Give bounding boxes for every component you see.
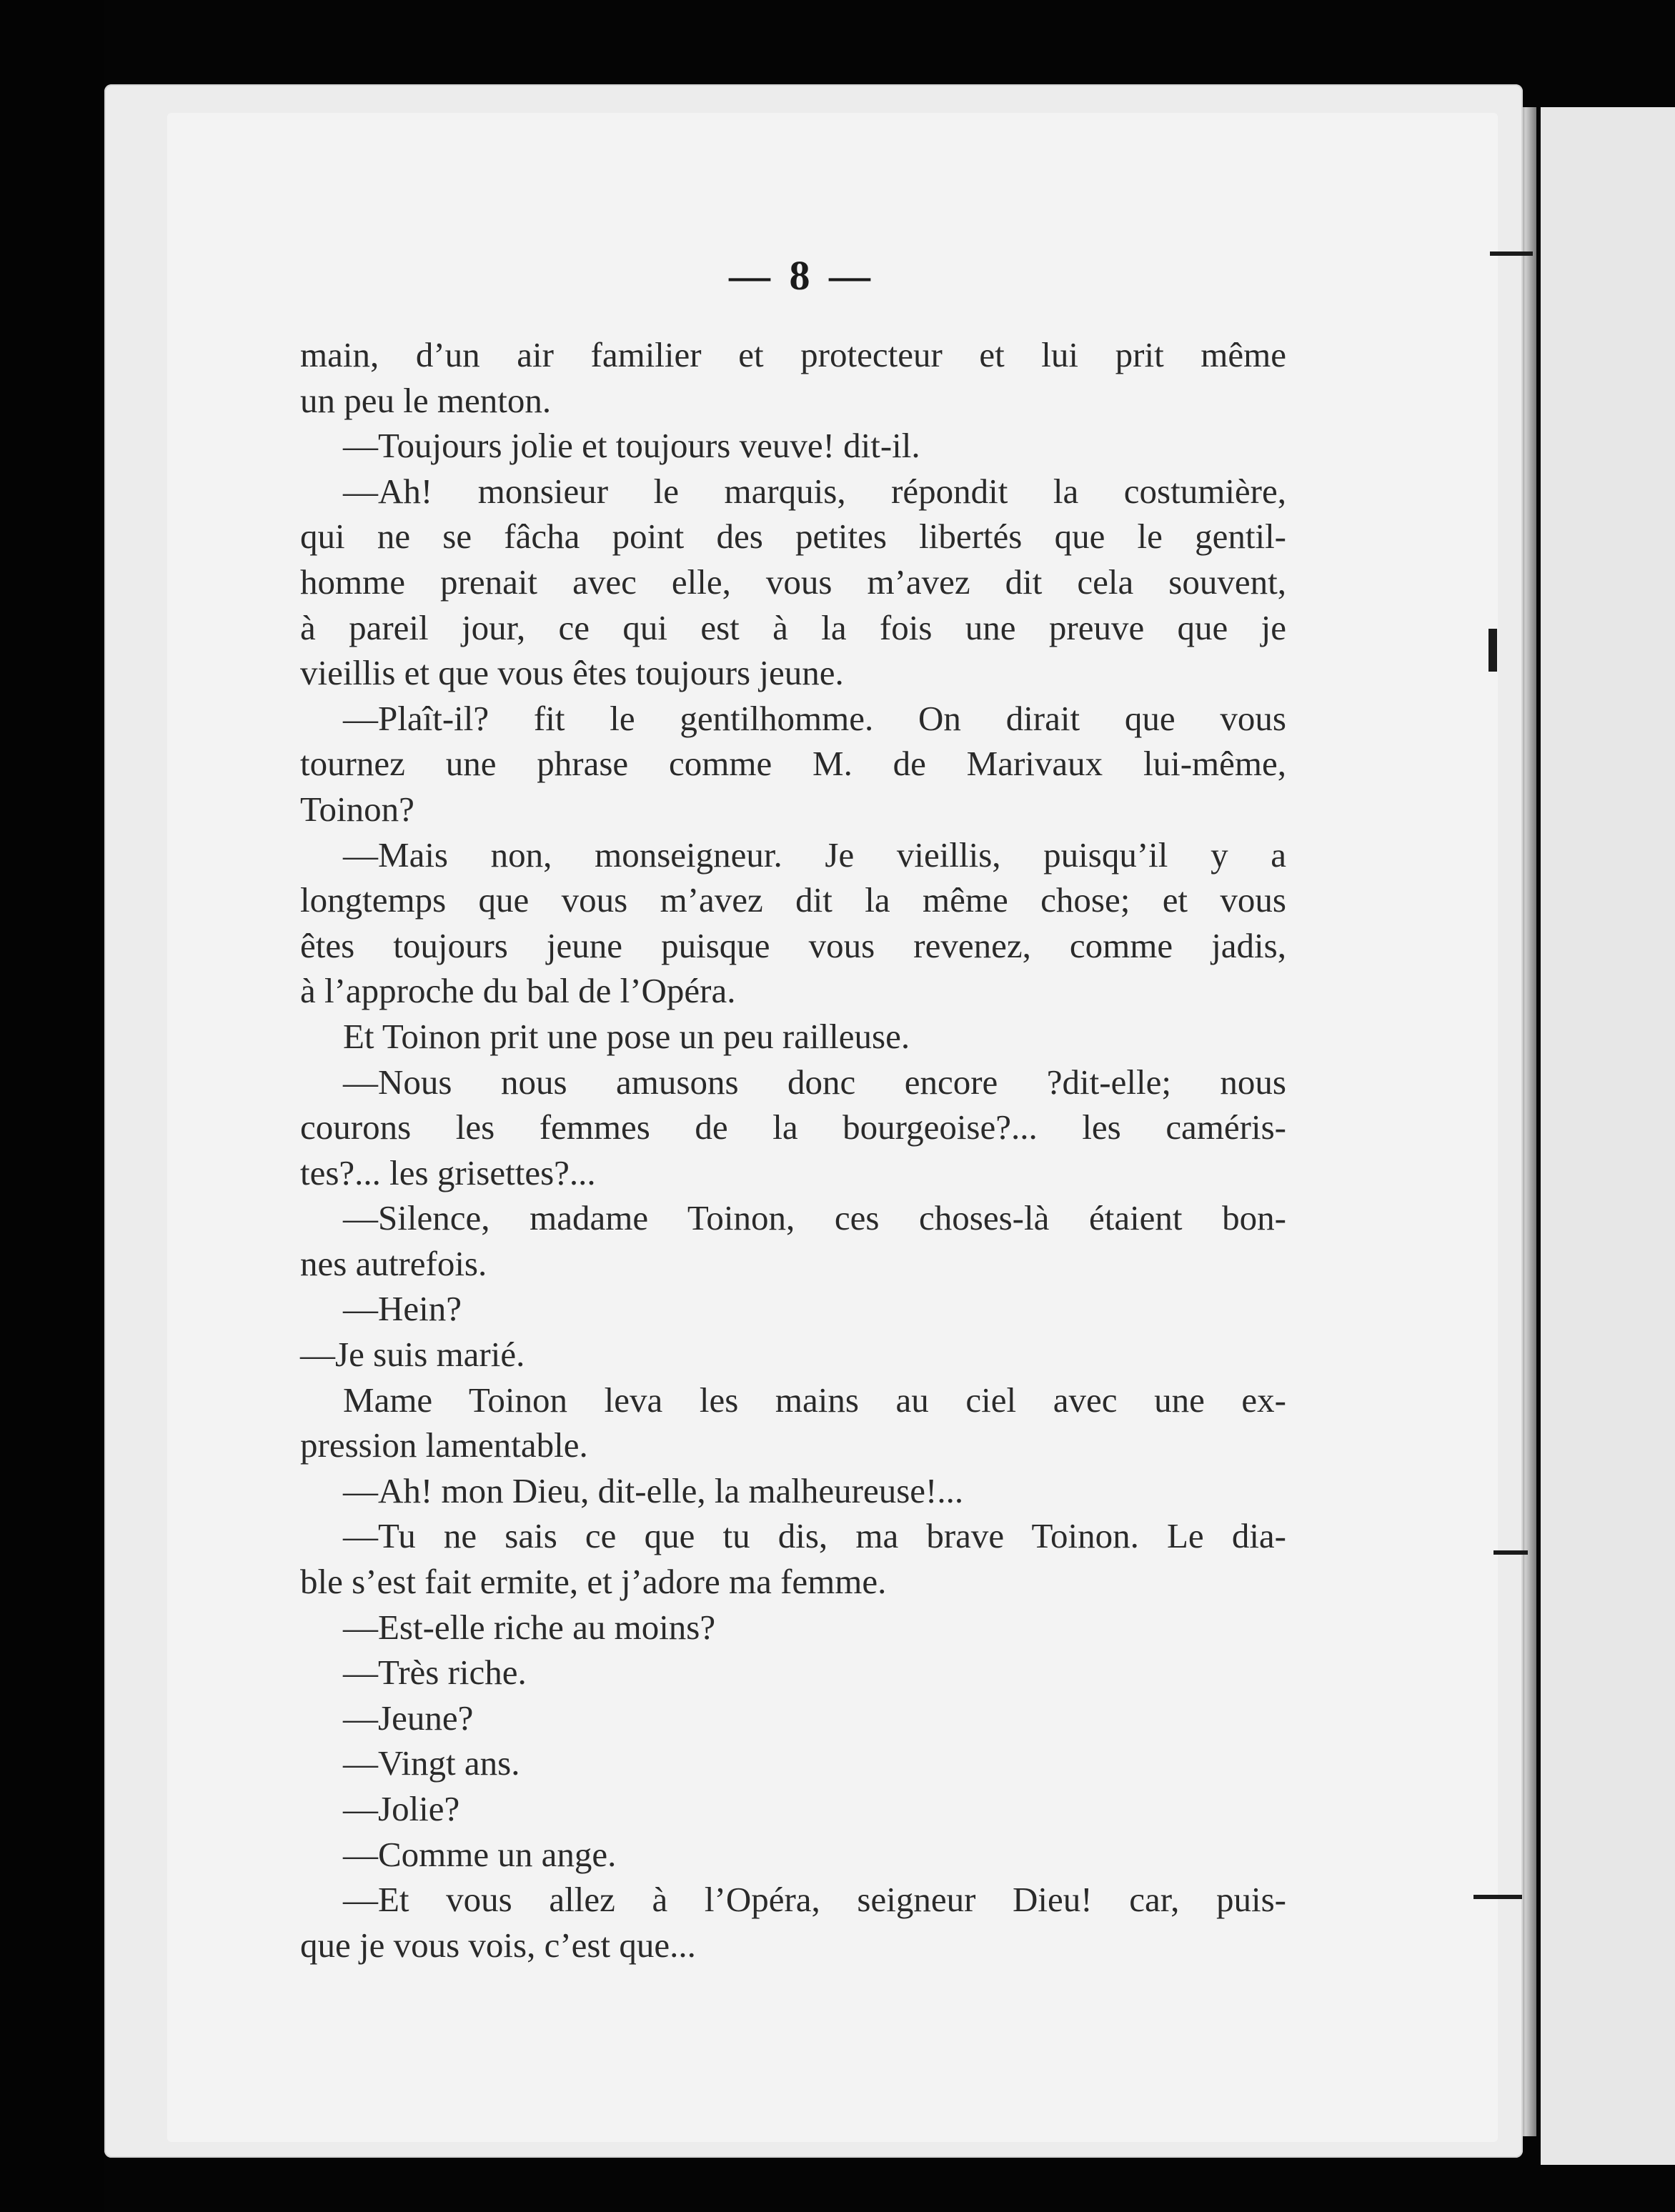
text-line: homme prenait avec elle, vous m’avez dit cela souvent, xyxy=(300,562,1286,602)
text-line: qui ne se fâcha point des petites libertés que le gentil- xyxy=(300,517,1286,557)
text-line: —Plaît-il? fit le gentilhomme. On dirait que vous xyxy=(343,698,1286,738)
text-line: —Ah! mon Dieu, dit-elle, la malheureuse!... xyxy=(343,1470,964,1510)
book-edge xyxy=(1541,107,1675,2165)
text-line: —Et vous allez à l’Opéra, seigneur Dieu! car, puis- xyxy=(343,1880,1286,1920)
text-line: —Ah! monsieur le marquis, répondit la costumière, xyxy=(343,471,1286,511)
text-line: tournez une phrase comme M. de Marivaux lui-même, xyxy=(300,744,1286,784)
text-line: —Je suis marié. xyxy=(300,1335,525,1375)
body-text xyxy=(300,332,1286,1968)
text-line: —Jeune? xyxy=(343,1698,474,1738)
text-line: —Tu ne sais ce que tu dis, ma brave Toinon. Le dia- xyxy=(343,1516,1286,1556)
text-line: vieillis et que vous êtes toujours jeune. xyxy=(300,653,844,693)
text-line: —Comme un ange. xyxy=(343,1834,617,1874)
text-line: —Très riche. xyxy=(343,1653,527,1693)
text-line: un peu le menton. xyxy=(300,380,552,420)
text-line: Toinon? xyxy=(300,789,414,829)
text-line: tes?... les grisettes?... xyxy=(300,1152,596,1192)
margin-mark xyxy=(1493,1550,1528,1555)
text-line: —Est-elle riche au moins? xyxy=(343,1607,716,1647)
page-number: — 8 — xyxy=(729,252,875,299)
margin-mark xyxy=(1473,1895,1522,1899)
text-line: main, d’un air familier et protecteur et lui prit même xyxy=(300,335,1286,374)
text-line: —Silence, madame Toinon, ces choses-là étaient bon- xyxy=(343,1198,1286,1238)
text-line: nes autrefois. xyxy=(300,1243,487,1283)
text-line: —Hein? xyxy=(343,1289,462,1329)
text-line: —Toujours jolie et toujours veuve! dit-il. xyxy=(343,426,920,466)
text-line: Mame Toinon leva les mains au ciel avec une ex- xyxy=(343,1380,1286,1420)
margin-mark xyxy=(1488,629,1497,672)
text-line: —Jolie? xyxy=(343,1789,460,1828)
text-line: —Mais non, monseigneur. Je vieillis, puisqu’il y a xyxy=(343,835,1286,875)
text-line: —Vingt ans. xyxy=(343,1743,520,1783)
text-line: à l’approche du bal de l’Opéra. xyxy=(300,971,736,1011)
scan-left-border xyxy=(0,0,104,2212)
text-line: que je vous vois, c’est que... xyxy=(300,1925,696,1965)
text-line: à pareil jour, ce qui est à la fois une preuve que je xyxy=(300,607,1286,647)
text-line: pression lamentable. xyxy=(300,1425,588,1465)
text-line: êtes toujours jeune puisque vous revenez, comme jadis, xyxy=(300,925,1286,965)
text-line: ble s’est fait ermite, et j’adore ma femme. xyxy=(300,1562,887,1602)
text-line: Et Toinon prit une pose un peu railleuse. xyxy=(343,1016,910,1056)
text-line: courons les femmes de la bourgeoise?... les caméris- xyxy=(300,1107,1286,1147)
text-line: longtemps que vous m’avez dit la même chose; et vous xyxy=(300,880,1286,920)
text-line: —Nous nous amusons donc encore ?dit-elle; nous xyxy=(343,1062,1286,1102)
